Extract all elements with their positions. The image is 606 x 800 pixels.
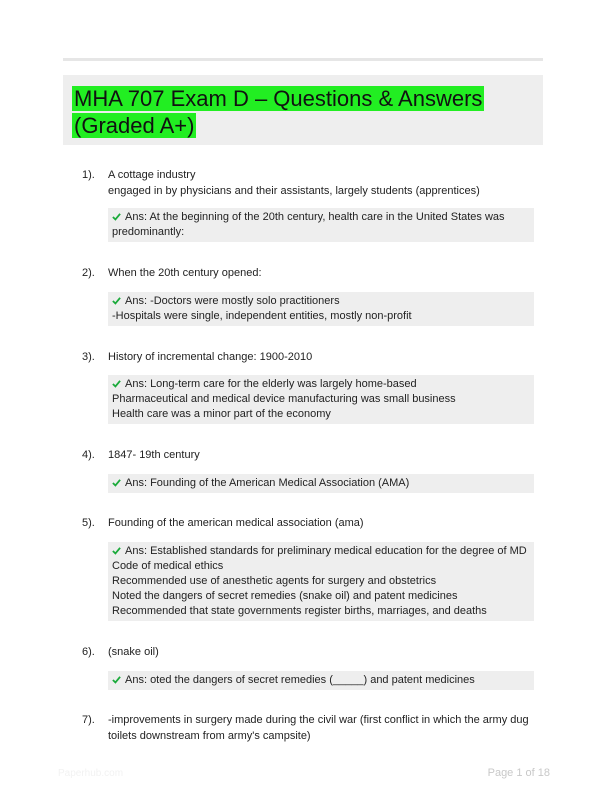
check-icon	[112, 212, 121, 221]
question-number: 6).	[82, 646, 95, 658]
answer-line: Ans: Founding of the American Medical Association (AMA)	[125, 477, 410, 489]
question-number: 2).	[82, 267, 95, 279]
answer-line: Recommended that state governments register births, marriages, and deaths	[112, 605, 487, 617]
answer-line: Pharmaceutical and medical device manufacturing was small business	[112, 393, 456, 405]
question-number: 5).	[82, 517, 95, 529]
answer-line: predominantly:	[112, 226, 185, 238]
answer-box	[108, 671, 534, 690]
question-number: 4).	[82, 449, 95, 461]
answer-box	[108, 208, 534, 242]
check-icon	[112, 296, 121, 305]
question-text	[108, 713, 538, 744]
check-icon	[112, 478, 121, 487]
question-line: Founding of the american medical association (ama)	[108, 517, 364, 529]
answer-line: Noted the dangers of secret remedies (snake oil) and patent medicines	[112, 590, 458, 602]
answer-box	[108, 542, 534, 621]
check-icon	[112, 379, 121, 388]
answer-line: Ans: -Doctors were mostly solo practitioners	[125, 295, 340, 307]
question-line: (snake oil)	[108, 646, 159, 658]
question-number: 7).	[82, 714, 95, 726]
answer-line: Ans: Long-term care for the elderly was largely home-based	[125, 378, 417, 390]
answer-box	[108, 375, 534, 424]
question-text	[108, 350, 538, 366]
answer-box	[108, 474, 534, 493]
check-icon	[112, 675, 121, 684]
check-icon	[112, 546, 121, 555]
question-text	[108, 448, 538, 464]
document-title: MHA 707 Exam D – Questions & Answers (Graded A+)	[74, 86, 483, 138]
question-line: toilets downstream from army's campsite)	[108, 729, 311, 742]
question-line: When the 20th century opened:	[108, 267, 262, 279]
answer-line: Ans: oted the dangers of secret remedies (_____) and patent medicines	[125, 674, 475, 686]
answer-line: Recommended use of anesthetic agents for surgery and obstetrics	[112, 575, 437, 587]
question-text	[108, 645, 538, 661]
answer-box	[108, 292, 534, 326]
question-line: -improvements in surgery made during the civil war (first conflict in which the army dug	[108, 714, 529, 726]
question-line: A cottage industry	[108, 169, 196, 181]
question-text	[108, 516, 538, 532]
answer-line: -Hospitals were single, independent entities, mostly non-profit	[112, 310, 412, 322]
answer-line: Code of medical ethics	[112, 560, 224, 572]
footer-watermark: Paperhub.com	[58, 768, 124, 779]
answer-line: Ans: Established standards for preliminary medical education for the degree of MD	[125, 545, 527, 557]
question-line: 1847- 19th century	[108, 449, 200, 461]
question-number: 1).	[82, 169, 95, 181]
question-line: History of incremental change: 1900-2010	[108, 351, 313, 363]
answer-line: Ans: At the beginning of the 20th century, health care in the United States was	[125, 211, 505, 223]
question-text	[108, 168, 538, 199]
page-indicator: Page 1 of 18	[487, 767, 550, 779]
question-number: 3).	[82, 351, 95, 363]
question-text	[108, 266, 538, 282]
answer-line: Health care was a minor part of the economy	[112, 408, 331, 420]
top-divider	[63, 58, 543, 61]
question-line: engaged in by physicians and their assistants, largely students (apprentices)	[108, 184, 480, 197]
